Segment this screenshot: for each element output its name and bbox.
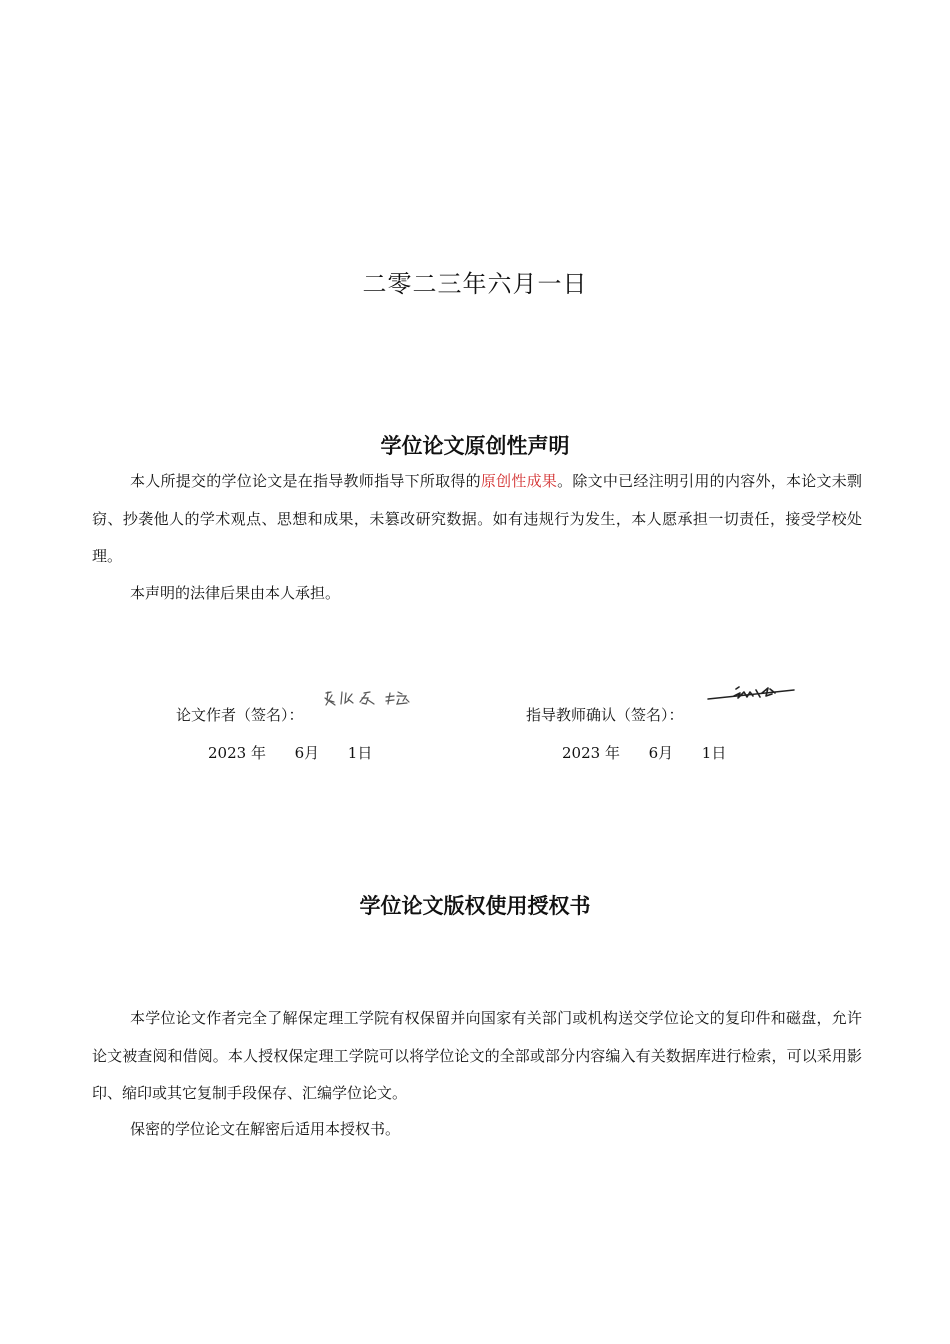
author-date-day: 1: [347, 744, 358, 762]
author-signature-image: [322, 688, 426, 710]
legal-statement: 本声明的法律后果由本人承担。: [130, 584, 341, 602]
advisor-date-month-unit: 月: [658, 744, 674, 762]
author-sign-date: [208, 742, 372, 763]
cover-date: 二零二三年六月一日: [362, 270, 588, 298]
originality-text-start: 本人所提交的学位论文是在指导教师指导下所取得的: [130, 472, 481, 490]
author-date-year-unit: 年: [250, 744, 266, 762]
highlighted-phrase: 原创性成果: [480, 472, 558, 490]
copyright-title: 学位论文版权使用授权书: [359, 894, 591, 918]
advisor-signature-label: 指导教师确认（签名）：: [526, 706, 684, 724]
author-date-year: 2023: [208, 744, 247, 762]
advisor-date-year: 2023: [562, 744, 601, 762]
originality-text-end: 。除文中已经注明引用的内容外，本论文未剽窃、抄袭他人的学术观点、思想和成果，未篡改研究数据。如有违规行为发生，本人愿承担一切责任，接受学校处理。: [92, 472, 862, 565]
advisor-date-month: 6: [648, 744, 659, 762]
confidential-note: 保密的学位论文在解密后适用本授权书。: [130, 1120, 401, 1138]
author-date-month: 6: [294, 744, 305, 762]
author-signature-label: 论文作者（签名）：: [176, 706, 304, 724]
copyright-paragraph: 本学位论文作者完全了解保定理工学院有权保留并向国家有关部门或机构送交学位论文的复印件和磁盘，允许论文被查阅和借阅。本人授权保定理工学院可以将学位论文的全部或部分内容编入有关数据库进行检索，可以采用影印、缩印或其它复制手段保存、汇编学位论文。: [92, 1009, 862, 1102]
originality-paragraph: [92, 463, 862, 576]
advisor-date-day-unit: 日: [711, 744, 727, 762]
advisor-sign-date: [562, 742, 726, 763]
author-date-day-unit: 日: [357, 744, 373, 762]
originality-title: 学位论文原创性声明: [380, 434, 570, 458]
advisor-date-year-unit: 年: [604, 744, 620, 762]
advisor-signature-image: [706, 684, 798, 704]
author-date-month-unit: 月: [304, 744, 320, 762]
advisor-date-day: 1: [701, 744, 712, 762]
